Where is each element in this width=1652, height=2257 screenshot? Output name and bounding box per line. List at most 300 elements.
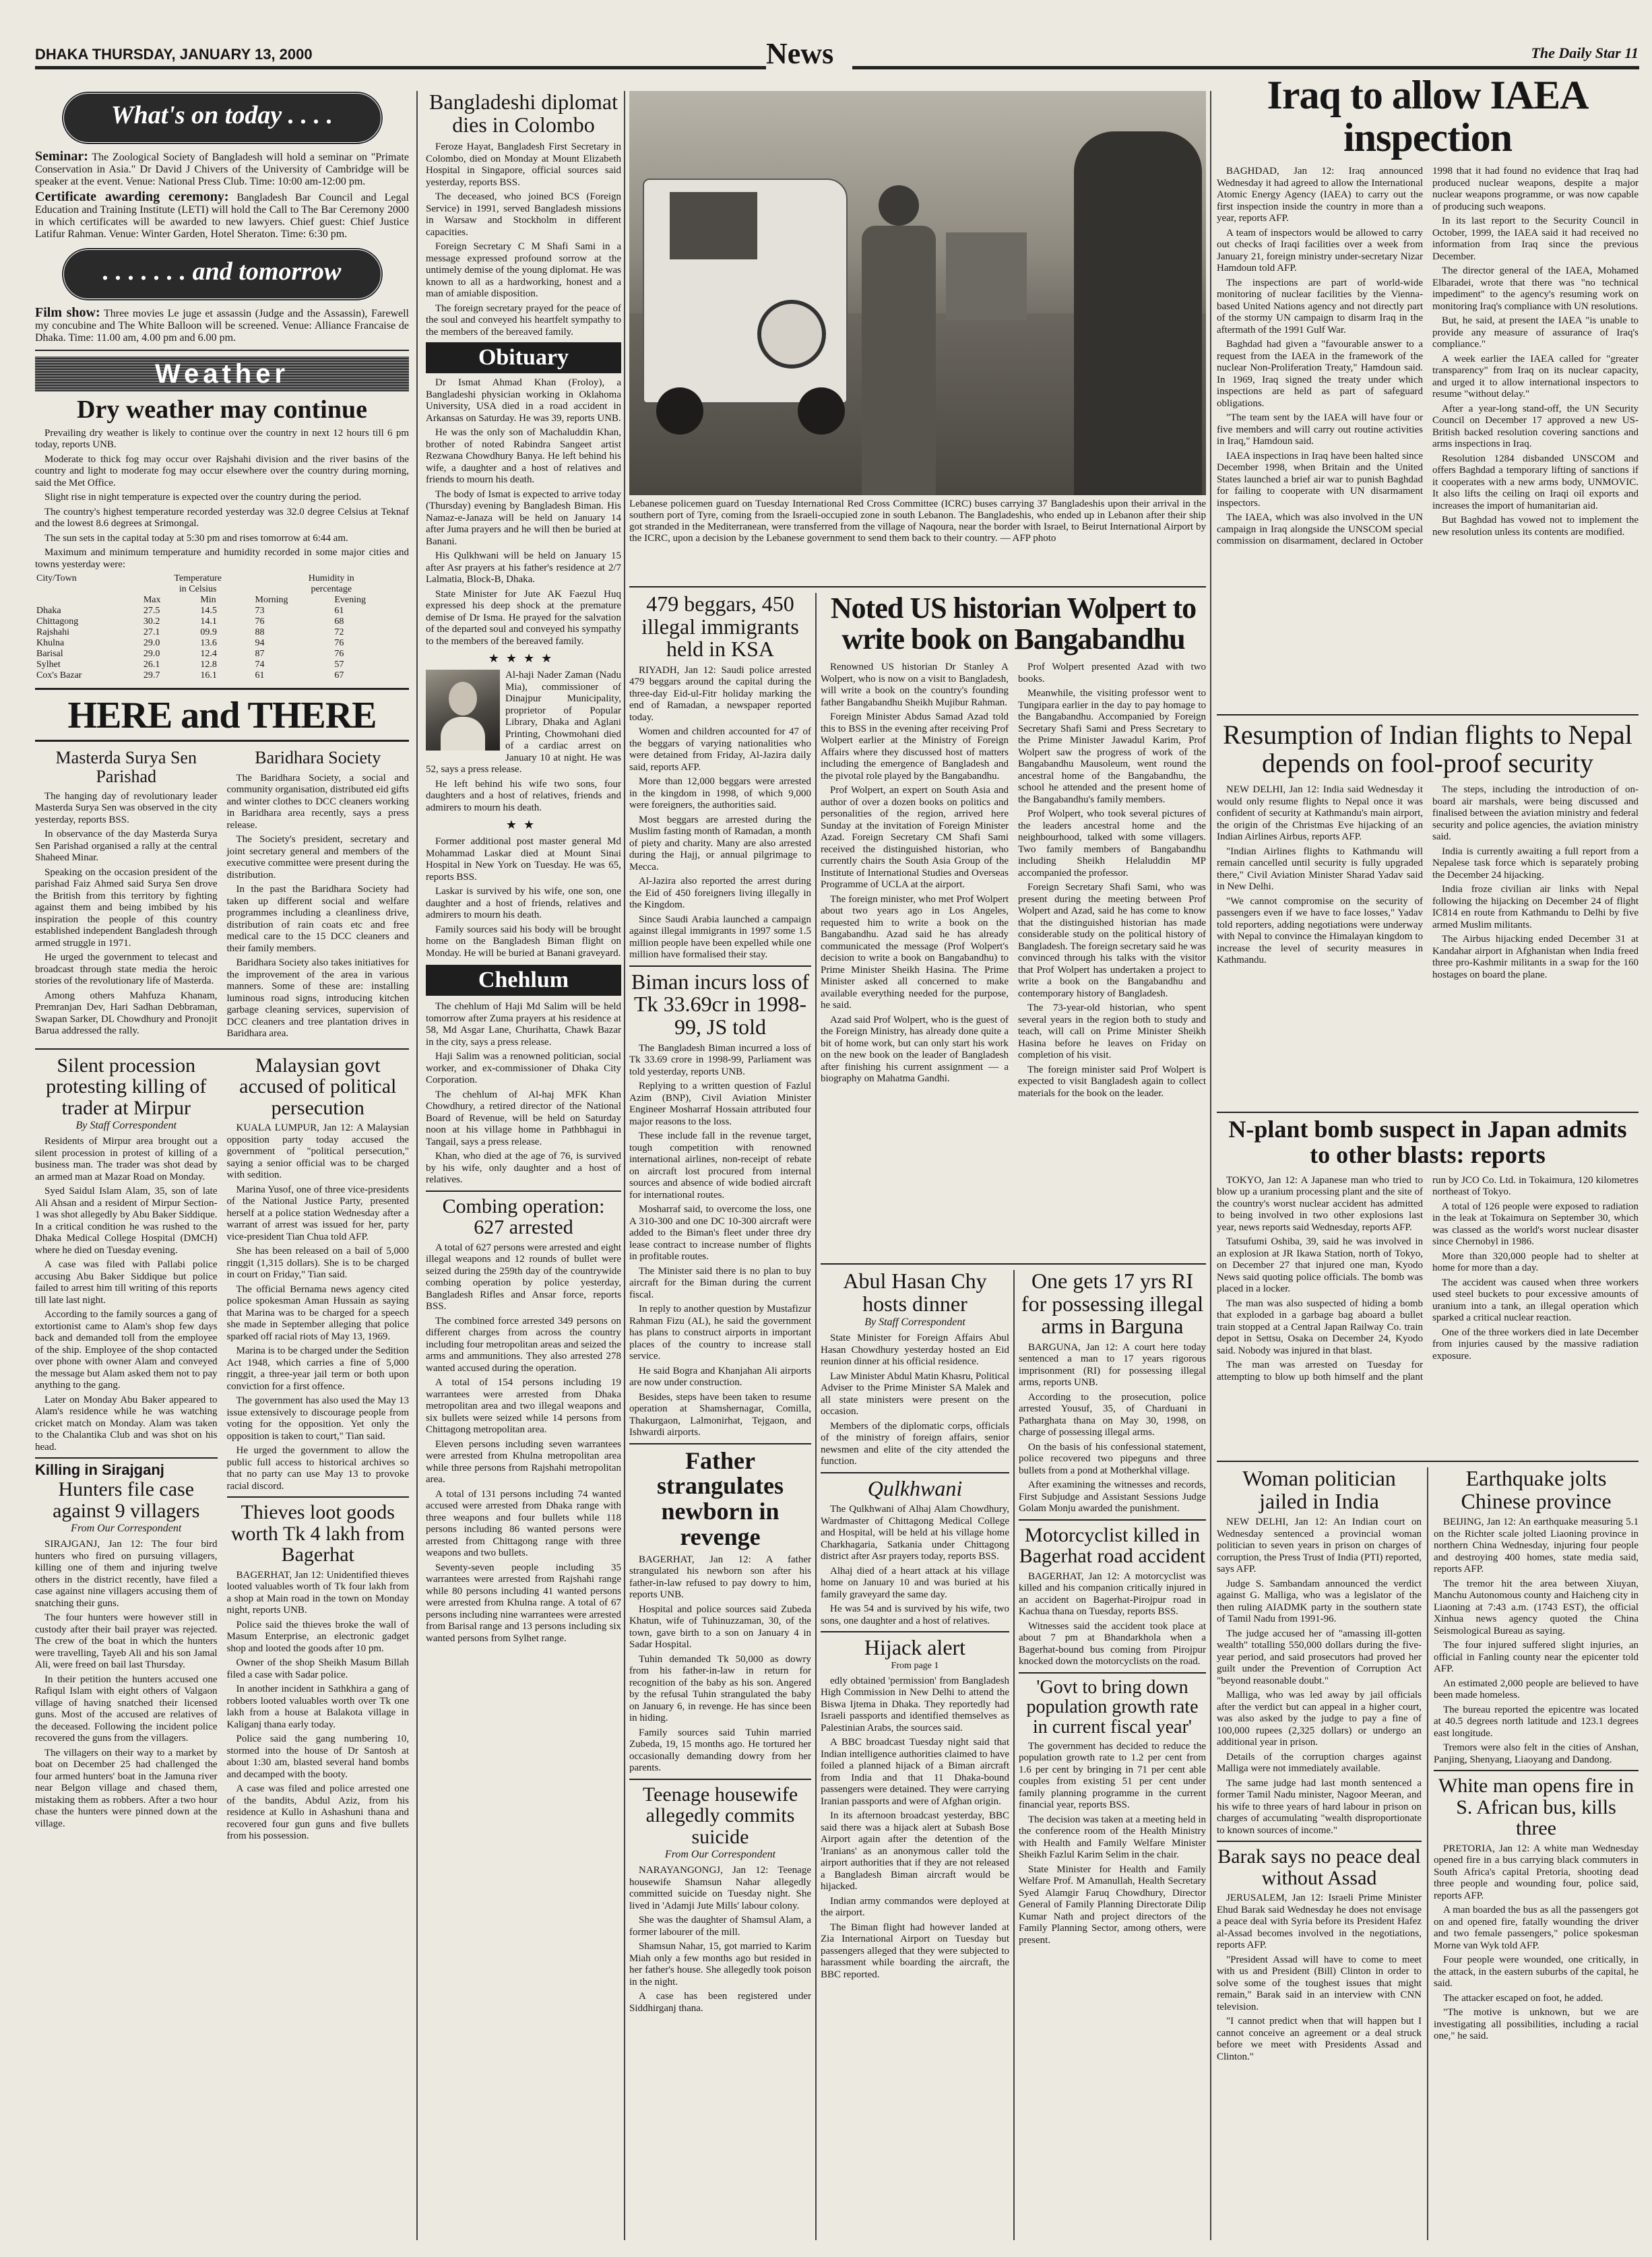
masthead-rule-right (852, 66, 1639, 69)
silent-p: Later on Monday Abu Baker appeared to Alam's residence while he was watching cricket match on Monday. Alam was taken to the Chalantika Club and was shot on his head. (35, 1394, 218, 1453)
news-photo (629, 91, 1206, 495)
column-second (426, 91, 621, 2240)
silent-byline: By Staff Correspondent (75, 1120, 177, 1132)
nepal-p: India froze civilian air links with Nepal following the hijacking on December 24 of flight IC814 en route from Kathmandu to Delhi by five armed Muslim militants. (1432, 884, 1639, 930)
teenage-p: She was the daughter of Shamsul Alam, a former labourer of the mill. (629, 1915, 811, 1938)
wolpert-p: The 73-year-old historian, who spent several years in the region both to study and teach, will call on Prime Minister Sheikh Hasina before he leaves on Friday on completion of his visit. (1018, 1003, 1206, 1061)
section-title: News (766, 37, 834, 70)
iaea-p: The inspections are part of world-wide monitoring of nuclear facilities by the Vienna-based United Nations agency and not directly part of the stormy UN campaign to disarm Iraq in the aftermath of the 1991 Gulf War. (1217, 277, 1423, 336)
divider (35, 688, 409, 690)
biman-p: He said Bogra and Khanjahan Ali airports are now under construction. (629, 1365, 811, 1389)
obituary-p: State Minister for Jute AK Faezul Huq expressed his deep shock at the premature demise of Dr Isma. He prayed for the salvation of the departed soul and conveyed his sympathy to the members of the bereaved family. (426, 588, 621, 647)
obituary-banner: Obituary (426, 342, 621, 373)
population-p: The government has decided to reduce the population growth rate to 1.2 per cent from 1.6 per cent by bringing in 71 per cent able couples from existing 51 per cent under family planning programme in the current financial year, reports BSS. (1019, 1740, 1206, 1811)
wolpert-p: Azad said Prof Wolpert, who is the guest of the Foreign Ministry, has already done quite a bit of home work, but can only start his work on the new book on the leader of Bangladesh after finishing his current assignment — a biography on Mahatma Gandhi. (821, 1014, 1009, 1085)
column-fifth (1019, 1270, 1206, 2240)
cell: Khulna (36, 638, 65, 649)
quake-p: An estimated 2,000 people are believed to have been made homeless. (1434, 1678, 1639, 1701)
quake-p: The four injured suffered slight injuries, an official in Fanling county near the epicenter told AFP. (1434, 1640, 1639, 1675)
nplant-p: More than 320,000 people had to shelter at home for more than a day. (1432, 1250, 1639, 1274)
caption-text: Lebanese policemen guard on Tuesday International Red Cross Committee (ICRC) buses carrying 37 Bangladeshis upon their arrival in the southern port of Tyre, coming from the Israeli-occupied zone in south Lebanon. The Bangladeshis, who ended up in Lebanon after their ship got stranded in the Mediterranean, were transferred from the village of Naqoura, near the border with Israel, to Beirut International Airport by the ICRC, upon a decision by the Lebanese government to send them back to their country. (629, 499, 1206, 544)
malaysian-p: Marina is to be charged under the Sedition Act 1948, which carries a fine of 5,000 ringgit, a three-year jail term or both upon conviction for a first offence. (226, 1345, 409, 1392)
obituary-p: Dr Ismat Ahmad Khan (Froloy), a Bangladeshi physician working in Oklahoma University, USA died in a road accident in Arkansas on Saturday. He was 39, reports UNB. (426, 377, 621, 424)
nepal-p: The Airbus hijacking ended December 31 at Kandahar airport in Afghanistan when India freed three pro-Kashmir militants in a swap for the 160 hostages on board the plane. (1432, 934, 1639, 980)
weather-p1: Prevailing dry weather is likely to continue over the country in next 12 hours till 6 pm today, reports UNB. (35, 427, 409, 451)
beggars-p: Since Saudi Arabia launched a campaign against illegal immigrants in 1997 some 1.5 million people have been expelled while one million have formalised their stay. (629, 914, 811, 961)
baridhara-story (227, 749, 410, 1042)
woman-p: Judge S. Sambandam announced the verdict against G. Malliga, who was a legislator of the then ruling AIADMK party in the southern state of Tamil Nadu from 1991-96. (1217, 1578, 1422, 1625)
south-africa-headline: White man opens fire in S. African bus, kills three (1438, 1775, 1634, 1840)
nplant-story (1217, 1117, 1639, 1515)
father-p: Hospital and police sources said Zubeda Khatun, wife of Tuhinuzzaman, 30, of the town, gave birth to a son on January 4 in Sadar Hospital. (629, 1603, 811, 1651)
wolpert-p: Meanwhile, the visiting professor went to Tungipara earlier in the day to pay homage to the Bangabandhu. Accompanied by Foreign Secretary Shafi Sami and Press Secretary to the Prime Minister Jawadul Karim, Prof Wolpert saw the progress of work of the Bangabandhu Mausoleum, went round the ancestral home of the Bangabandhu, the school he attended and the present home of the Bangabandhu's family members. (1018, 688, 1206, 805)
table-row (35, 649, 409, 660)
thieves-p: In another incident in Sathkhira a gang of robbers looted valuables worth over Tk one lakh from a house at Balakota village in Kaliganj thana early today. (226, 1684, 409, 1730)
hijack-p: The Biman flight had however landed at Zia International Airport on Tuesday but passengers alleged that they were subjected to harassment while boarding the aircraft, the BBC reported. (821, 1921, 1009, 1980)
sirajganj-headline: Hunters file case against 9 villagers (53, 1478, 200, 1522)
thieves-p: Owner of the shop Sheikh Masum Billah filed a case with Sadar police. (226, 1657, 409, 1680)
sirajganj-kicker: Killing in Sirajganj (35, 1457, 218, 1479)
combing-p: Eleven persons including seven warrantees were arrested from Khulna metropolitan area while three persons from Rajshahi metropolitan area. (426, 1438, 621, 1486)
beggars-p: RIYADH, Jan 12: Saudi police arrested 479 beggars around the capital during the three-day Eid-ul-Fitr holiday marking the end of Ramadan, a newspaper reported today. (629, 664, 811, 723)
cell: 68 (334, 616, 344, 627)
wolpert-p: Renowned US historian Dr Stanley A Wolpert, who is now on a visit to Bangladesh, will write a book on the country's founding father Bangabandhu Sheikh Mujibur Rahman. (821, 662, 1009, 708)
iaea-p: The director general of the IAEA, Mohamed Elbaradei, wrote that there was "no technical impediment" to the agency's resuming work on monitoring Iraq's compliance with UN resolutions. (1432, 265, 1639, 312)
qulkhwani-p: The Qulkhwani of Alhaj Alam Chowdhury, Wardmaster of Chittagong Medical College and Hospital, will be held at his village home Charkhagaria, Satkania under Chittagong district after Asr prayers today, reports BSS. (821, 1504, 1009, 1562)
cell: 29.7 (143, 670, 160, 681)
silent-p: A case was filed with Pallabi police accusing Abu Baker Siddique but police failed to arrest him till writing of this reports till late last night. (35, 1259, 218, 1306)
nepal-p: "We cannot compromise on the security of passengers even if we have to face losses," Yadav told reporters, adding negotiations were underway with Nepal to convince the Himalayan kingdom to increase the level of security measures in Kathmandu. (1217, 895, 1423, 965)
father-p: Family sources said Tuhin married Zubeda, 19, 15 months ago. He tortured her occasionally demanding dowry from her parents. (629, 1727, 811, 1774)
cell: 67 (334, 670, 344, 681)
nepal-story (1217, 721, 1639, 1112)
obituary-portrait (426, 670, 500, 751)
column-left (35, 91, 409, 2240)
weather-table (35, 573, 409, 681)
header-morning: Morning (255, 595, 288, 606)
baridhara-p: In the past the Baridhara Society had taken up different social and welfare programmes including a cleanliness drive, distribution of rain coats etc and free medical care to the 15 DCC cleaners and their family members. (226, 884, 409, 954)
thieves-p: Police said the gang numbering 10, stormed into the house of Dr Santosh at about 1:30 am, blasted several hand bombs and decamped with the booty. (226, 1734, 409, 1780)
combing-headline: Combing operation: 627 arrested (442, 1195, 605, 1239)
combing-p: A total of 154 persons including 19 warrantees were arrested from Dhaka metropolitan area and two illegal weapons and six bullets were seized while 14 persons from Chittagong metropolitan area. (426, 1377, 621, 1436)
cell: Barisal (36, 649, 63, 660)
nplant-p: TOKYO, Jan 12: A Japanese man who tried to blow up a uranium processing plant and the site of the country's worst nuclear accident has admitted to being involved in two other explosions last year, news reports said Wednesday, reports AFP. (1217, 1174, 1423, 1233)
wolpert-p: The foreign minister said Prof Wolpert is expected to visit Bangladesh again to collect materials for the book on the leader. (1018, 1064, 1206, 1099)
certificate-text: Bangladesh Bar Council and Legal Education and Training Institute (LETI) will hold the Call to The Bar Ceremony 2000 in which certificates will be awarded to new lawyers. Chief guest: Chief Justice Latifur Rahman. Venue: Winter Garden, Hotel Sheraton. Time: 6:30 pm. (35, 192, 409, 240)
malaysian-p: She has been released on a bail of 5,000 ringgit (1,315 dollars). She is to be charged in court on Friday," Tian said. (226, 1246, 409, 1281)
wolpert-p: Prof Wolpert, an expert on South Asia and author of over a dozen books on politics and personalities of the region, arrived here Sunday at the invitation of Foreign Minister Azad. Foreign Secretary CM Shafi Sami received the distinguished historian, who currently chairs the South Asia Group of the Institute of International Studies and Overseas Programme of UCLA at the airport. (821, 785, 1009, 891)
obituary-p: Al-haji Nader Zaman (Nadu Mia), commissioner of Dinajpur Municipality, proprietor of Popular Library, Dhaka and Aglani Printing, Chowmohani died of a cardiac arrest on January 10 at night. He was 52, says a press release. (426, 670, 621, 775)
masterda-p: In observance of the day Masterda Surya Sen Parishad organised a rally at the central Shaheed Minar. (35, 829, 218, 864)
masthead-date: DHAKA THURSDAY, JANUARY 13, 2000 (35, 46, 313, 63)
wolpert-story (821, 593, 1206, 1260)
cell: 27.5 (143, 606, 160, 616)
beggars-p: Women and children accounted for 47 of the beggars of varying nationalities who were detained from Friday, Al-Jazira daily said, reports AFP. (629, 726, 811, 773)
weather-headline: Dry weather may continue (77, 395, 367, 424)
population-p: The decision was taken at a meeting held in the conference room of the Health Ministry with Health and Family Welfare Minister Sheikh Fazlul Karim Selim in the chair. (1019, 1814, 1206, 1861)
separator-stars: ★★ (505, 818, 542, 832)
cell: 61 (255, 670, 265, 681)
baridhara-p: The Baridhara Society, a social and community organisation, distributed eid gifts and winter clothes to DCC cleaners working in Baridhara area recently, says a press release. (226, 772, 409, 831)
biman-p: Besides, steps have been taken to resume operation at Shamshernagar, Comilla, Thakurgaon, Lalmonirhat, Tejgaon, and Ishwardi airports. (629, 1391, 811, 1438)
population-p: State Minister for Health and Family Welfare Prof. M Amanullah, Health Secretary Syed Alamgir Faruq Chowdhury, Director General of Family Planning Directorate Dilip Kumar Nath and project directors of the Family Planning Sector, among others, were present. (1019, 1864, 1206, 1946)
barguna-headline: One gets 17 yrs RI for possessing illegal arms in Barguna (1021, 1270, 1204, 1339)
thieves-headline: Thieves loot goods worth Tk 4 lakh from Bagerhat (230, 1501, 405, 1566)
sirajganj-byline: From Our Correspondent (71, 1523, 182, 1535)
cell: Sylhet (36, 660, 61, 670)
barak-p: JERUSALEM, Jan 12: Israeli Prime Minister Ehud Barak said Wednesday he does not envisage a peace deal with Syria before its President Hafez al-Assad becomes involved in the negotiations, reports AFP. (1217, 1893, 1422, 1951)
silent-story (35, 1055, 218, 1845)
thieves-p: Police said the thieves broke the wall of Masum Enterprise, an electronic gadget shop and looted the goods after 10 pm. (226, 1619, 409, 1654)
iaea-p: "The team sent by the IAEA will have four or five members and will carry out routine activities in Iraq," Hamdoun said. (1217, 412, 1423, 447)
header-temp: Temperature (174, 573, 222, 584)
baridhara-p: Baridhara Society also takes initiatives for the improvement of the area in various manners. Some of these are: installing luminous road signs, introducing kitchen garbage cleaning services, supervision of DCC cleaners and tree plantation drives in Baridhara area. (226, 957, 409, 1040)
obituary-p: Laskar is survived by his wife, one son, one daughter and a host of friends, relatives and admirers to mourn his death. (426, 886, 621, 921)
cell: Rajshahi (36, 627, 69, 638)
film-show-item (35, 307, 409, 344)
teenage-p: NARAYANGONGJ, Jan 12: Teenage housewife Shamsun Nahar allegedly committed suicide on Tuesday night. She lived in 'Adamji Jute Mills' labour colony. (629, 1865, 811, 1911)
beggars-headline: 479 beggars, 450 illegal immigrants held in KSA (641, 593, 799, 662)
column-rule (815, 593, 817, 2240)
table-row (35, 627, 409, 638)
cell: 87 (255, 649, 265, 660)
masterda-p: Among others Mahfuza Khanam, Premranjan Dev, Hari Sadhan Debbraman, Swapan Sarker, DL Chowdhury and Pronojit Barua addressed the rally. (35, 990, 218, 1037)
iaea-p: Resolution 1284 disbanded UNSCOM and offers Baghdad a temporary lifting of sanctions if it cooperates with a new arms body, UNMOVIC. It also lifts the ceiling on Iraqi oil exports and increases the import of humanitarian aid. (1432, 453, 1639, 511)
woman-p: Details of the corruption charges against Malliga were not immediately available. (1217, 1751, 1422, 1775)
weather-p5: The sun sets in the capital today at 5:30 pm and rises tomorrow at 6:44 am. (44, 532, 348, 544)
seminar-text: The Zoological Society of Bangladesh will hold a seminar on "Primate Conservation in Asia." Dr David J Chivers of the University of Cambridge will be speaker at the event. Venue: National Press Club. Time: 10:00 am-12:00 pm. (35, 152, 409, 187)
african-p: "The motive is unknown, but we are investigating all possibilities, including a racial one," he said. (1434, 2007, 1639, 2042)
hijack-p: In its afternoon broadcast yesterday, BBC said there was a hijack alert at Subash Bose Airport again after the detention of the 'Iranians' as an anonymous caller told the airport authorities that if they are not released a Bangladesh Biman aircraft would be hijacked. (821, 1810, 1009, 1893)
iaea-p: A week earlier the IAEA called for "greater transparency" from Iraq on its nuclear capacity, and urged it to allow international inspectors to resume "without delay." (1432, 353, 1639, 400)
newspaper-name: The Daily Star 11 (1531, 44, 1639, 61)
obituary-p: Former additional post master general Md Mohammad Laskar died at Mount Sinai Hospital in New York on Tuesday. He was 65, reports BSS. (426, 836, 621, 883)
iaea-p: IAEA inspections in Iraq have been halted since December 1998, when Britain and the United States launched a brief air war to punish Baghdad for failing to cooperate with UN disarmament inspectors. (1217, 450, 1423, 509)
here-there-columns (35, 749, 409, 1042)
chehlum-p: Haji Salim was a renowned politician, social worker, and ex-commissioner of Dhaka City Corporation. (426, 1051, 621, 1086)
malaysian-p: The official Bernama news agency cited police spokesman Aman Hussain as saying that Marina was to be charged for a speech she made in September alleging that police sparked off racial riots of May 13, 1969. (226, 1283, 409, 1342)
header-celsius: in Celsius (179, 584, 217, 595)
nplant-p: The man was arrested on Tuesday for attempting to blow up both himself and the plant run by JCO Co. Ltd. in Tokaimura, 120 kilometres northeast of Tokyo. (1217, 1174, 1639, 1382)
woman-p: NEW DELHI, Jan 12: An Indian court on Wednesday sentenced a provincial woman politician to seven years in prison on charges of corruption, the Press Trust of India (PTI) reported, says AFP. (1217, 1517, 1422, 1575)
here-and-there-banner: HERE and THERE (35, 694, 409, 742)
header-evening: Evening (334, 595, 367, 606)
iaea-body (1217, 166, 1639, 548)
table-header-row (35, 595, 409, 606)
header-humidity: Humidity in (308, 573, 354, 584)
divider (35, 350, 409, 351)
film-text: Three movies Le juge et assassin (Judge and the Assassin), Farewell my concubine and The White Balloon will be screened. Venue: Alliance Francaise de Dhaka. Time: 11.00 am, 4.00 pm and 6.00 pm. (35, 308, 409, 344)
qulkhwani-p: He was 54 and is survived by his wife, two sons, one daughter and a host of relatives. (821, 1603, 1009, 1626)
iaea-p: The IAEA, which was also involved in the UN campaign in Iraq alongside the UNSCOM special commission on disarmament, declared in October 1998 that it had found no evidence that Iraq had produced nuclear weapons, despite a major nuclear weapons programme, or was now capable of producing such weapons. (1217, 166, 1639, 546)
column-rule (1427, 1467, 1428, 2240)
column-rule (624, 91, 625, 2240)
chehlum-p: The chehlum of Al-haj MFK Khan Chowdhury, a retired director of the National Board of Revenue, will be held on Saturday noon at his village home in Pathbhagui in Tangail, says a press release. (426, 1089, 621, 1147)
thieves-p: A case was filed and police arrested one of the bandits, Abdul Aziz, from his residence at Kullo in Ashashuni thana and recovered four gun guns and five bullets from his possession. (226, 1783, 409, 1842)
nplant-headline: N-plant bomb suspect in Japan admits to other blasts: reports (1228, 1117, 1627, 1168)
table-row (35, 660, 409, 670)
father-p: Tuhin demanded Tk 50,000 as dowry from his father-in-law in return for recognition of the baby as his son. Angered by the refusal Tuhin strangulated the baby on January 6, in revenge. He has since been in hiding. (629, 1653, 811, 1724)
wolpert-p: The foreign minister, who met Prof Wolpert about two years ago in Los Angeles, requested him to write a book on the Bangabandhu. Azad said he has already communicated the message (Prof Wolpert's decision to write a book on Bangabandhu) to Prime Minister Sheikh Hasina. The Prime Minister asked all concerned to make available everything needed for the purpose, he said. (821, 893, 1009, 1011)
cell: 12.8 (200, 660, 217, 670)
biman-p: Mosharraf said, to overcome the loss, one A 310-300 and one DC 10-300 aircraft were added to the Biman's fleet under three dry lease contract to increase number of flights in profitable routes. (629, 1204, 811, 1263)
certificate-item (35, 191, 409, 241)
nepal-p: "Indian Airlines flights to Kathmandu will remain cancelled until security is fully upgraded there," Civil Aviation Minister Sharad Yadav said in New Delhi. (1217, 846, 1423, 892)
cell: Cox's Bazar (36, 670, 82, 681)
separator-stars: ★★★★ (488, 651, 559, 666)
hijack-p: A BBC broadcast Tuesday night said that Indian intelligence authorities claimed to have foiled a planned hijack of a Biman aircraft from India and that 11 Dhaka-bound passengers were detained. They were carrying Iranian passports and were of Afghan origin. (821, 1737, 1009, 1807)
photo-rule (629, 586, 1206, 587)
table-header-row (35, 573, 409, 584)
colombo-p: The foreign secretary prayed for the peace of the soul and conveyed his heartfelt sympathy to the members of the bereaved family. (426, 303, 621, 338)
wolpert-p: Prof Wolpert, who took several pictures of the leaders ancestral home and the neighbourhood, talked with some villagers. Two family members of Bangabandhu including Sheikh Helaluddin MP accompanied the professor. (1018, 808, 1206, 879)
seminar-item (35, 150, 409, 188)
abul-p: State Minister for Foreign Affairs Abul Hasan Chowdhury yesterday hosted an Eid reunion dinner at his official residence. (821, 1333, 1009, 1368)
wolpert-rule (821, 1263, 1206, 1265)
malaysian-story (227, 1055, 410, 1845)
motorcyclist-p: Witnesses said the accident took place at about 7 pm at Bhandarkhola when a Bagerhat-bound bus coming from Pirojpur knocked down the motorcyclists on the road. (1019, 1620, 1206, 1667)
hijack-p: edly obtained 'permission' from Bangladesh High Commission in New Delhi to attend the Biswa Ijtema in Dhaka. They reportedly had Israeli passports and identified themselves as Palestinian Arabs, the sources said. (821, 1675, 1009, 1734)
silent-headline: Silent procession protesting killing of trader at Mirpur (46, 1054, 207, 1119)
beggars-p: Al-Jazira also reported the arrest during the Eid of 450 foreigners living illegally in the Kingdom. (629, 876, 811, 911)
colombo-p: Feroze Hayat, Bangladesh First Secretary in Colombo, died on Monday at Mount Elizabeth Hospital in Singapore, official sources said yesterday, reports BSS. (426, 141, 621, 188)
masterda-p: Speaking on the occasion president of the parishad Faiz Ahmed said Surya Sen drove the British from this territory by fighting against them and being imbibed by his inspiration the people of this country established independent Bangladesh through armed struggle in 1971. (35, 866, 218, 949)
nepal-p: The steps, including the introduction of on-board air marshals, were being discussed and finalised between the aviation ministry and federal security and police agencies, the aviation ministry said. (1432, 784, 1639, 842)
teenage-p: Shamsun Nahar, 15, got married to Karim Miah only a few months ago but resided in her father's house. She allegedly took poison in the night. (629, 1941, 811, 1988)
cell: 16.1 (200, 670, 217, 681)
weather-p3: Slight rise in night temperature is expected over the country during the period. (44, 492, 362, 503)
barguna-p: After examining the witnesses and records, First Subjudge and Assistant Sessions Judge Golam Monju awarded the punishment. (1019, 1480, 1206, 1515)
iaea-p: In its last report to the Security Council in October, 1999, the IAEA said it had received no information from Iraq since the previous December. (1432, 216, 1639, 262)
masterda-headline: Masterda Surya Sen Parishad (55, 748, 197, 786)
header-max: Max (143, 595, 161, 606)
quake-headline: Earthquake jolts Chinese province (1461, 1467, 1612, 1513)
combing-p: Seventy-seven people including 35 warrantees were arrested from Rajshahi range while 80 persons including 41 wanted persons were arrested from Khulna range. A total of 67 persons including nine warrantees were arrested from Barisal range and 13 persons including six wanted persons from Sylhet range. (426, 1562, 621, 1644)
wolpert-p: Prof Wolpert presented Azad with two books. (1018, 662, 1206, 685)
masterda-story (35, 749, 218, 1042)
nplant-p: A total of 126 people were exposed to radiation in the leak at Tokaimura on September 30, which was classed as the world's worst nuclear disaster since Chernobyl in 1986. (1432, 1201, 1639, 1248)
table-row (35, 670, 409, 681)
column-right-a (1217, 1467, 1422, 2240)
wolpert-p: Foreign Minister Abdus Samad Azad told this to BSS in the evening after receiving Prof Wolpert earlier at the Ministry of Foreign Affairs where they discussed host of matters including the emergence of Bangladesh and the pivotal role played by the Bangabandhu. (821, 711, 1009, 782)
population-headline: 'Govt to bring down population growth rate in current fiscal year' (1026, 1676, 1199, 1738)
wolpert-p: Foreign Secretary Shafi Sami, who was present during the meeting between Prof Wolpert and Azad, said he has come to know that the distinguished historian has made considerable study on the political history of Bangladesh. The foreign secretary said he was convinced through his talks with the visitor that Prof Wolpert has undertaken a project to write a book on the Bangabandhu and contemporary history of Bangladesh. (1018, 882, 1206, 999)
obituary-p: The body of Ismat is expected to arrive today (Thursday) evening by Bangladesh Biman. His Namaz-e-Janaza will be held on January 14 after Juma prayers and he will then be buried at Banani. (426, 488, 621, 547)
abul-p: Law Minister Abdul Matin Khasru, Political Adviser to the Prime Minister SA Malek and all state ministers were present on the occasion. (821, 1370, 1009, 1418)
colombo-p: The deceased, who joined BCS (Foreign Service) in 1991, served Bangladesh missions in Warsaw and Stockholm in different capacities. (426, 191, 621, 238)
woman-p: Malliga, who was led away by jail officials after the verdict but can appeal in a higher court, was also asked by the judge to pay a fine of 100,000 rupees (2,325 dollars) or undergo an additional year in prison. (1217, 1690, 1422, 1748)
baridhara-p: The Society's president, secretary and joint secretary general and members of the executive committee were present during the distribution. (226, 834, 409, 881)
african-p: A man boarded the bus as all the passengers got on and opened fire, fatally wounding the driver and two female passengers," police spokesman Morne van Wyk told AFP. (1434, 1905, 1639, 1951)
iaea-p: But, he said, at present the IAEA "is unable to provide any measure of assurance of Iraq's compliance." (1432, 315, 1639, 350)
obituary-p: He was the only son of Machaluddin Khan, brother of noted Rabindra Sangeet artist Rezwana Chowdhury Banya. He left behind his wife, a daughter and a host of relatives and friends to mourn his death. (426, 427, 621, 486)
table-header-row (35, 584, 409, 595)
malaysian-p: The government has also used the May 13 issue extensively to discourage people from voting for the opposition. Yet only the opposition is taken to court," Tian said. (226, 1395, 409, 1442)
hijack-from: From page 1 (891, 1660, 939, 1671)
barak-headline: Barak says no peace deal without Assad (1217, 1845, 1421, 1889)
quake-p: BEIJING, Jan 12: An earthquake measuring 5.1 on the Richter scale jolted Liaoning province in northern China Wednesday, injuring four people and destroying 400 homes, state media said, reports AFP. (1434, 1517, 1639, 1575)
seminar-heading: Seminar: (35, 149, 88, 164)
quake-p: The bureau reported the epicentre was located at 40.5 degrees north latitude and 123.1 degrees east longitude. (1434, 1704, 1639, 1739)
weather-p2: Moderate to thick fog may occur over Rajshahi division and the river basins of the country and light to moderate fog may occur elsewhere over the country during morning, said the Met Office. (35, 453, 409, 488)
motorcyclist-headline: Motorcyclist killed in Bagerhat road accident (1019, 1523, 1206, 1568)
divider (35, 1048, 409, 1050)
combing-p: The combined force arrested 349 persons on different charges from across the country including four metropolitan areas and seized the arms and ammunitions. They also arrested 278 wanted accused during the operation. (426, 1315, 621, 1374)
certificate-heading: Certificate awarding ceremony: (35, 189, 229, 204)
header-percentage: percentage (311, 584, 352, 595)
cell: 88 (255, 627, 265, 638)
barguna-p: According to the prosecution, police arrested Yousuf, 35, of Charduani in Patharghata thana on May 30, 1998, on charge of possessing illegal arms. (1019, 1391, 1206, 1438)
film-heading: Film show: (35, 305, 100, 320)
malaysian-p: Marina Yusof, one of three vice-presidents of the National Justice Party, presented herself at a police station Wednesday after a warrant of arrest was issued for her, party vice-president Tian Chua told AFP. (226, 1184, 409, 1242)
cell: 57 (334, 660, 344, 670)
teenage-byline: From Our Correspondent (664, 1849, 776, 1861)
cell: 74 (255, 660, 265, 670)
iaea-p: BAGHDAD, Jan 12: Iraq announced Wednesday it had agreed to allow the International Atomic Energy Agency (IAEA) to carry out the first inspection inside the country in more than a year, reports AFP. (1217, 166, 1423, 224)
abul-p: Members of the diplomatic corps, officials of the ministry of foreign affairs, senior newsmen and elite of the city attended the function. (821, 1420, 1009, 1467)
sirajganj-p: The villagers on their way to a market by boat on December 25 had challenged the four armed hunters' boat in the Jamuna river near Belgon village and chased them, mistaking them as robbers. After a two hour chase the hunters were pinned down at the village. (35, 1747, 218, 1829)
column-fourth (821, 1270, 1009, 2240)
father-p: BAGERHAT, Jan 12: A father strangulated his newborn son after his father-in-law refused to pay dowry to him, reports UNB. (629, 1554, 811, 1601)
biman-p: Replying to a written question of Fazlul Azim (BNP), Civil Aviation Minister Engineer Mosharraf Hossain attributed four major reasons to the loss. (629, 1081, 811, 1127)
cell: 30.2 (143, 616, 160, 627)
biman-p: In reply to another question by Mustafizur Rahman Fizu (AL), he said the government has plans to construct airports in important places of the country to increase stall service. (629, 1304, 811, 1362)
barak-p: "President Assad will have to come to meet with us and President (Bill) Clinton in order to solve some of the toughest issues that might remain," Barak said in an interview with CNN television. (1217, 1954, 1422, 2012)
cell: 14.5 (200, 606, 217, 616)
and-tomorrow-banner: . . . . . . . and tomorrow (61, 247, 383, 301)
obituary-p: He left behind his wife two sons, four daughters and a host of relatives, friends and admirers to mourn his death. (426, 778, 621, 813)
masterda-p: The hanging day of revolutionary leader Masterda Surya Sen was observed in the city yesterday, reports BSS. (35, 790, 218, 825)
cell: Dhaka (36, 606, 61, 616)
column-rule (416, 91, 418, 2240)
iaea-rule (1217, 714, 1639, 716)
african-p: The attacker escaped on foot, he added. (1443, 1992, 1603, 2004)
combing-p: A total of 131 persons including 74 wanted accused were arrested from Dhaka range with three weapons and four bullets while 118 persons including 86 wanted persons were arrested from Chittagong range with three weapons and two bullets. (426, 1488, 621, 1559)
hijack-p: Indian army commandos were deployed at the airport. (821, 1895, 1009, 1919)
header-min: Min (200, 595, 216, 606)
nepal-p: India is currently awaiting a full report from a Nepalese task force which is separately probing the December 24 hijacking. (1432, 846, 1639, 881)
nepal-rule (1217, 1112, 1639, 1113)
column-rule (1013, 1270, 1015, 2240)
cell: 13.6 (200, 638, 217, 649)
woman-p: The judge accused her of "amassing ill-gotten wealth" totalling 550,000 dollars during the five-year period, and said prosecutors had proved her guilt under the Prevention of Corruption Act "beyond reasonable doubt." (1217, 1628, 1422, 1686)
table-row (35, 638, 409, 649)
father-headline: Father strangulates newborn in revenge (657, 1447, 784, 1550)
malaysian-p: He urged the government to allow the public full access to historical archives so that no party can use May 13 to provoke racial discord. (226, 1445, 409, 1492)
iaea-p: Baghdad had given a "favourable answer to a request from the IAEA in the framework of the nuclear Non-Proliferation Treaty," Hamdoun said. In 1969, Iraq signed the treaty under which inspections are held as part of safeguard obligations. (1217, 339, 1423, 409)
teenage-headline: Teenage housewife allegedly commits suicide (642, 1783, 798, 1848)
abul-headline: Abul Hasan Chy hosts dinner (843, 1270, 987, 1316)
qulkhwani-banner: Qulkhwani (867, 1475, 963, 1500)
photo-credit: — AFP photo (1000, 533, 1056, 544)
nplant-rule (1217, 1461, 1639, 1462)
biman-p: The Bangladesh Biman incurred a loss of Tk 33.69 crore in 1998-99, Parliament was told yesterday, reports UNB. (629, 1042, 811, 1077)
barguna-p: BARGUNA, Jan 12: A court here today sentenced a man to 17 years rigorous imprisonment (RI) for possessing illegal arms, reports UNB. (1019, 1341, 1206, 1389)
cell: Chittagong (36, 616, 79, 627)
cell: 14.1 (200, 616, 217, 627)
cell: 72 (334, 627, 344, 638)
beggars-p: Most beggars are arrested during the Muslim fasting month of Ramadan, a month of piety and charity. Many are also arrested during the Hajj, or annual pilgrimage to Mecca. (629, 814, 811, 872)
malaysian-headline: Malaysian govt accused of political persecution (239, 1054, 397, 1119)
table-row (35, 606, 409, 616)
barguna-p: On the basis of his confessional statement, police recovered two pipeguns and three bullets from a pond at Motherkhal village. (1019, 1441, 1206, 1476)
chehlum-p: Khan, who died at the age of 76, is survived by his wife, only daughter and a host of relatives. (426, 1151, 621, 1186)
cell: 94 (255, 638, 265, 649)
silent-p: Residents of Mirpur area brought out a silent procession in protest of killing of a business man. The trader was shot dead by an armed man at Mazar Road on Monday. (35, 1136, 218, 1182)
header-city: City/Town (36, 573, 77, 584)
teenage-p: A case has been registered under Siddhirganj thana. (629, 1991, 811, 2014)
african-p: PRETORIA, Jan 12: A white man Wednesday opened fire in a bus carrying black commuters in South Africa's capital Pretoria, shooting dead three people and wounding four, police said, reports AFP. (1434, 1843, 1639, 1901)
hijack-headline: Hijack alert (864, 1635, 966, 1660)
cell: 73 (255, 606, 265, 616)
qulkhwani-p: Alhaj died of a heart attack at his village home on January 10 and was buried at his family graveyard the same day. (821, 1565, 1009, 1600)
iaea-story (1217, 74, 1639, 728)
column-right-b (1434, 1467, 1639, 2240)
masthead-rule-left (35, 66, 766, 69)
weather-p6: Maximum and minimum temperature and humidity recorded in some major cities and towns yesterday were: (35, 547, 409, 570)
iaea-headline: Iraq to allow IAEA inspection (1267, 74, 1589, 160)
cell: 26.1 (143, 660, 160, 670)
silent-p: According to the family sources a gang of extortionist came to Alam's shop few days back and demanded toll from the employee of the ship. Employee of the shop contacted over phone with owner Alam and conveyed the message but Alam asked them not to pay anything to the gang. (35, 1309, 218, 1391)
lower-left-columns (35, 1055, 409, 1845)
iaea-p: A team of inspectors would be allowed to carry out checks of Iraqi facilities over a week from January 21, foreign ministry under-secretary Nizar Hamdoun told AFP. (1217, 227, 1423, 274)
nepal-body (1217, 784, 1639, 981)
motorcyclist-p: BAGERHAT, Jan 12: A motorcyclist was killed and his companion critically injured in an accident on Bagerhat-Pirojpur road in Kachua thana on Tuesday, reports BSS. (1019, 1570, 1206, 1618)
sirajganj-p: SIRAJGANJ, Jan 12: The four bird hunters who fired on pursuing villagers, killing one of them and injuring twelve others in the district recently, have filed a case against nine villagers accusing them of snatching their guns. (35, 1539, 218, 1609)
nplant-p: The accident was caused when three workers used steel buckets to pour excessive amounts of uranium into a tank, an illegal operation which sparked a critical nuclear reaction. (1432, 1277, 1639, 1324)
photo-caption (629, 499, 1206, 544)
masterda-p: He urged the government to telecast and broadcast through state media the heroic stories of the revolutionary life of Masterda. (35, 952, 218, 987)
cell: 29.0 (143, 638, 160, 649)
cell: 76 (255, 616, 265, 627)
chehlum-p: The chehlum of Haji Md Salim will be held tomorrow after Zuma prayers at his residence at 58, Md Asgar Lane, Churihatta, Chawk Bazar in the city, says a press release. (426, 1001, 621, 1048)
silent-p: Syed Saidul Islam Alam, 35, son of late Ali Ahsan and a resident of Mirpur Section-1 was shot allegedly by Abu Baker Siddique. In a critical condition he was rushed to the Dhaka Medical College Hospital (DMCH) where he died on Tuesday evening. (35, 1186, 218, 1256)
whats-on-today-banner: What's on today . . . . (61, 91, 383, 145)
nplant-p: The man was also suspected of hiding a bomb that exploded in a garbage bag aboard a bullet train stopped at a Central Japan Railway Co. train depot in Settsu, Osaka on December 24, Kyodo said. Nobody was injured in that blast. (1217, 1298, 1423, 1356)
quake-p: Tremors were also felt in the cities of Anshan, Panjing, Shenyang, Liaoyang and Dandong. (1434, 1742, 1639, 1765)
thieves-p: BAGERHAT, Jan 12: Unidentified thieves looted valuables worth of Tk four lakh from a shop at Main road in the town on Monday night, reports UNB. (226, 1569, 409, 1616)
cell: 76 (334, 649, 344, 660)
sirajganj-p: In their petition the hunters accused one Rafiqul Islam with eight others of Valgaon village of having snatched their licensed guns. Most of the accused are relatives of the deceased. Following the incident police recovered the guns from the villagers. (35, 1674, 218, 1744)
woman-p: The same judge had last month sentenced a former Tamil Nadu minister, Nagoor Meeran, and his wife to three years of hard labour in prison on charges of accumulating "wealth disproportionate to known sources of income." (1217, 1777, 1422, 1836)
weather-p4: The country's highest temperature recorded yesterday was 32.0 degree Celsius at Teknaf and the lowest 8.6 degrees at Srimongal. (35, 506, 409, 530)
combing-p: A total of 627 persons were arrested and eight illegal weapons and 12 rounds of bullet were seized during the 259th day of the countrywide combing operation by police yesterday, Bangladesh Rifles and Ansar force, reports BSS. (426, 1242, 621, 1312)
nplant-p: Tatsufumi Oshiba, 39, said he was involved in an explosion at JR Ikawa Station, north of Tokyo, on December 27 that injured one man, Kyodo News said quoting police officials. The bomb was placed in a locker. (1217, 1236, 1423, 1295)
nepal-p: NEW DELHI, Jan 12: India said Wednesday it would only resume flights to Nepal once it was confident of security at Kathmandu's main airport, the origin of the Christmas Eve hijacking of an Indian Airlines Airbus, reports AFP. (1217, 784, 1423, 842)
iaea-p: But Baghdad has vowed not to implement the new resolution unless its contents are modified. (1432, 515, 1639, 538)
biman-p: The Minister said there is no plan to buy aircraft for the Biman during the current fiscal. (629, 1265, 811, 1300)
cell: 29.0 (143, 649, 160, 660)
wolpert-headline: Noted US historian Wolpert to write book on Bangabandhu (830, 593, 1197, 656)
iaea-p: After a year-long stand-off, the UN Security Council on December 17 approved a new US-British backed resolution covering sanctions and arms inspections in Iraq. (1432, 403, 1639, 449)
wolpert-body (821, 662, 1206, 1102)
colombo-p: Foreign Secretary C M Shafi Sami in a message expressed profound sorrow at the untimely demise of the young diplomat. He was known to all as a hardworking, honest and a man of amiable disposition. (426, 241, 621, 300)
african-p: Four people were wounded, one critically, in the attack, in the eastern suburbs of the capital, he said. (1434, 1954, 1639, 1990)
woman-politician-headline: Woman politician jailed in India (1242, 1467, 1396, 1513)
barak-p: "I cannot predict when that will happen but I cannot conceive an agreement or a deal struck before we meet with Presidents Assad and Clinton." (1217, 2016, 1422, 2062)
cell: 12.4 (200, 649, 217, 660)
table-row (35, 616, 409, 627)
obituary-p: Family sources said his body will be brought home on the Bangladesh Biman flight on Monday. He will be buried at Banani graveyard. (426, 924, 621, 959)
biman-headline: Biman incurs loss of Tk 33.69cr in 1998-99, JS told (631, 969, 809, 1039)
nepal-headline: Resumption of Indian flights to Nepal depends on fool-proof security (1223, 721, 1632, 778)
column-rule (1210, 91, 1211, 2240)
cell: 61 (334, 606, 344, 616)
cell: 76 (334, 638, 344, 649)
malaysian-p: KUALA LUMPUR, Jan 12: A Malaysian opposition party today accused the government of "political persecution," saying a senior official was to be charged with sedition. (226, 1122, 409, 1181)
biman-p: These include fall in the revenue target, tough competition with renowned international airlines, non-receipt of rebate on aircraft lost procured from internal sources and absence of wide bodied aircraft for international routes. (629, 1131, 811, 1201)
nplant-p: One of the three workers died in late December from injuries caused by the massive radiation exposure. (1432, 1327, 1639, 1362)
